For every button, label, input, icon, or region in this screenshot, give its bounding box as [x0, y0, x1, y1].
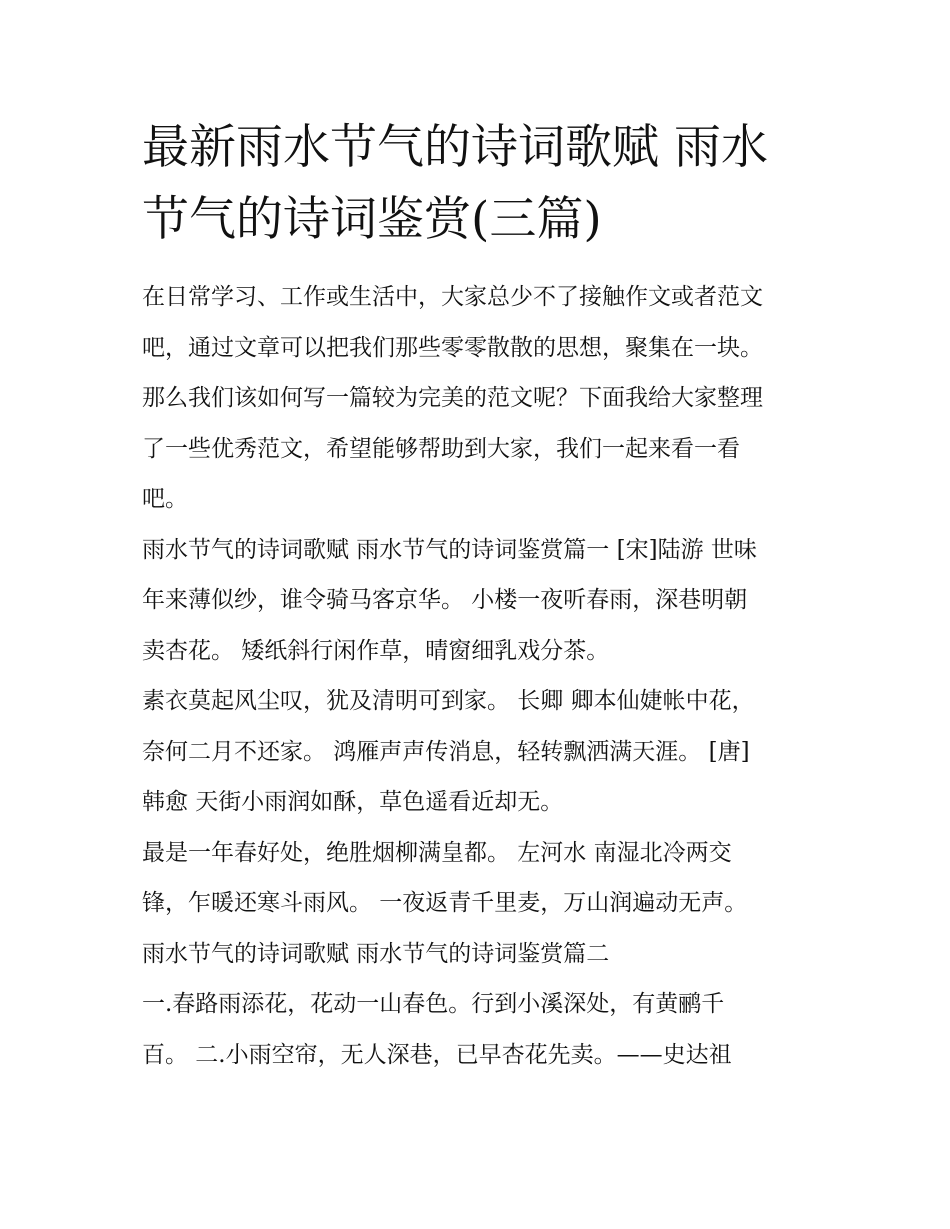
- paragraph-line: 吧。: [142, 486, 188, 512]
- paragraph-poem-3: [142, 828, 822, 929]
- document-title: [142, 112, 822, 256]
- paragraph-poem-2: [142, 676, 822, 828]
- paragraph-line: 锋，乍暖还寒斗雨风。 一夜返青千里麦，万山润遍动无声。: [142, 890, 748, 916]
- paragraph-line: 年来薄似纱，谁令骑马客京华。 小楼一夜听春雨，深巷明朝: [142, 587, 748, 613]
- paragraph-line: 了一些优秀范文，希望能够帮助到大家，我们一起来看一看: [142, 435, 740, 462]
- title-line: 最新雨水节气的诗词歌赋 雨水: [142, 120, 768, 175]
- paragraph-line: 在日常学习、工作或生活中，大家总少不了接触作文或者范文: [142, 284, 763, 310]
- paragraph-poem-1: [142, 525, 822, 677]
- paragraph-line: 素衣莫起风尘叹，犹及清明可到家。 长卿 卿本仙婕帐中花，: [142, 688, 755, 714]
- paragraph-line: 一.春路雨添花，花动一山春色。行到小溪深处，有黄鹂千: [142, 991, 725, 1017]
- title-line: 节气的诗词鉴赏(三篇): [142, 192, 602, 247]
- paragraph-line: 雨水节气的诗词歌赋 雨水节气的诗词鉴赏篇二: [142, 940, 610, 967]
- paragraph-poem-4: [142, 979, 822, 1080]
- paragraph-line: 韩愈 天街小雨润如酥，草色遥看近却无。: [142, 789, 564, 815]
- paragraph-line: 那么我们该如何写一篇较为完美的范文呢？下面我给大家整理: [142, 385, 763, 411]
- paragraph-line: 最是一年春好处，绝胜烟柳满皇都。 左河水 南湿北冷两交: [142, 839, 732, 866]
- paragraph-line: 雨水节气的诗词歌赋 雨水节气的诗词鉴赏篇一 [宋]陆游 世味: [142, 536, 757, 563]
- paragraph-intro: [142, 272, 822, 525]
- paragraph-line: 奈何二月不还家。 鸿雁声声传消息，轻转飘洒满天涯。 [唐]: [142, 738, 750, 765]
- paragraph-line: 吧，通过文章可以把我们那些零零散散的思想，聚集在一块。: [142, 334, 763, 361]
- section-heading-2: [142, 929, 822, 980]
- paragraph-line: 卖杏花。 矮纸斜行闲作草，晴窗细乳戏分茶。: [142, 637, 610, 664]
- document-content: [142, 112, 822, 1080]
- paragraph-line: 百。 二.小雨空帘，无人深巷，已早杏花先卖。——史达祖: [142, 1041, 732, 1068]
